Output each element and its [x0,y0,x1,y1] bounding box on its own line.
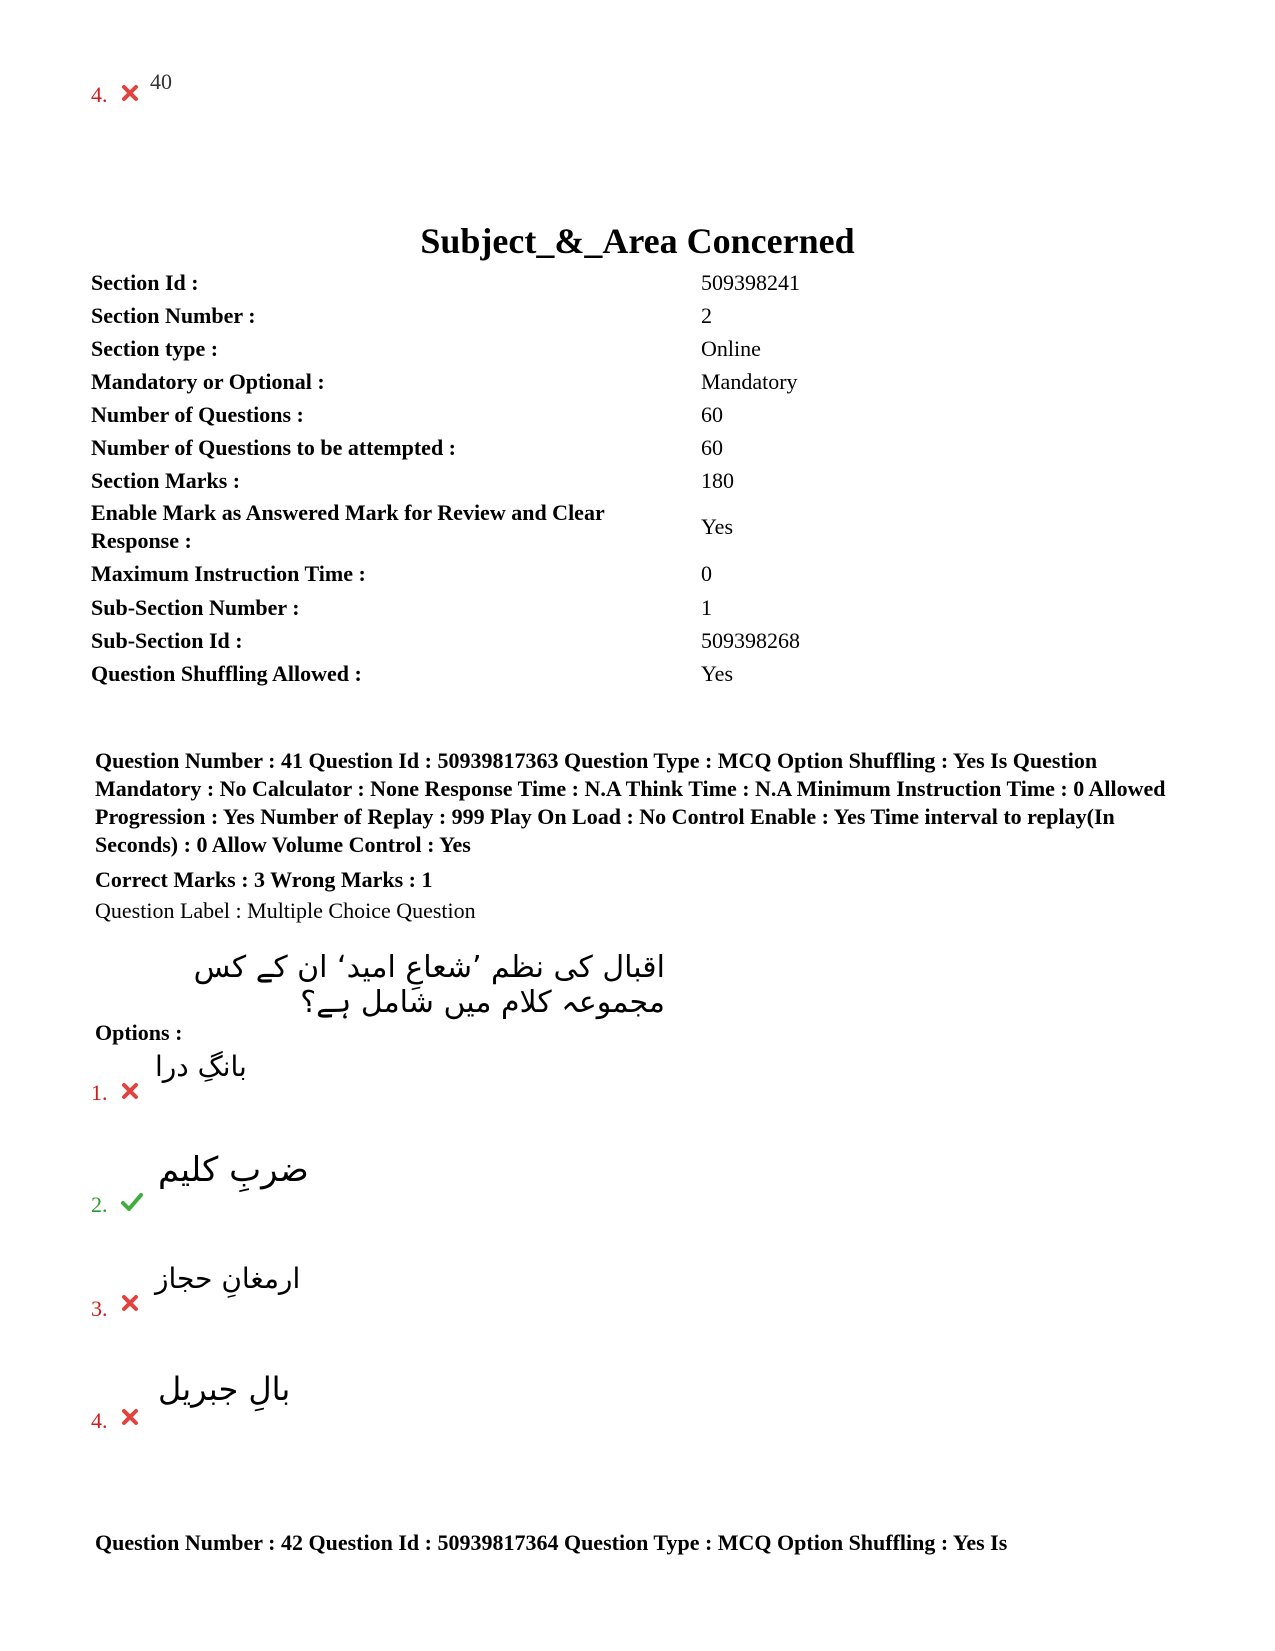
option-text: ارمغانِ حجاز [155,1262,301,1295]
section-row [91,398,1181,431]
section-row [91,591,1181,624]
option-value: 40 [150,69,172,94]
option-number: 2. [91,1192,108,1217]
section-row [91,464,1181,497]
section-row-label: Number of Questions to be attempted : [91,434,457,460]
section-row-value: 509398268 [701,627,800,653]
section-row-label: Sub-Section Number : [91,594,300,620]
section-row-value: Online [701,335,761,361]
option-text: بانگِ درا [155,1050,247,1083]
option-text: بالِ جبریل [158,1370,291,1408]
section-row-label: Sub-Section Id : [91,627,243,653]
section-row-value: 0 [701,561,712,586]
section-row-value: 180 [701,467,734,493]
next-question-meta: Question Number : 42 Question Id : 50939817364 Question Type : MCQ Option Shuffling : Yes Is [95,1530,1008,1555]
section-row-label: Section type : [91,335,219,361]
section-row-label: Section Number : [91,302,256,328]
option-number: 4. [91,1408,108,1433]
section-row [91,557,1181,591]
section-row-label: Question Shuffling Allowed : [91,660,362,686]
section-row-value: 509398241 [701,269,800,295]
question-marks: Correct Marks : 3 Wrong Marks : 1 [95,867,433,892]
section-row-value: Yes [701,660,734,686]
section-row [91,266,1181,299]
prev-option-4 [91,84,108,107]
section-row [91,365,1181,398]
cross-icon [121,1294,139,1312]
options-heading: Options : [95,1020,183,1045]
section-row [91,299,1181,332]
section-row-label: Mandatory or Optional : [91,368,325,394]
section-row-value: 60 [701,401,723,427]
section-row [91,624,1181,657]
question-meta: Question Number : 41 Question Id : 50939817363 Question Type : MCQ Option Shuffling : Yes Is Question Mandatory : No Calculator : None Response Time : N.A Think Time : N.A Minimum Instruction Time : 0 Allowed Progression : Yes Number of Replay : 999 Play On Load : No Control Enable : Yes Time interval to replay(In Seconds) : 0 Allow Volume Control : Yes [95,748,1166,857]
section-row-label: Number of Questions : [91,401,304,427]
section-row-value: Mandatory [701,368,798,394]
question-text-urdu: اقبال کی نظم ’شعاعِ امید‘ ان کے کس مجموعہ کلام میں شامل ہے؟ [193,950,665,1020]
section-row-label: Enable Mark as Answered Mark for Review and Clear Response : [91,500,605,553]
cross-icon [121,1408,139,1426]
option-number: 4. [91,82,108,107]
option-number: 1. [91,1080,108,1105]
section-row [91,657,1181,690]
cross-icon [121,1082,139,1100]
section-info-table [91,266,1181,690]
section-row-value: 1 [701,594,712,620]
section-row-value: Yes [701,514,734,539]
question-text [105,950,665,1020]
option-number: 3. [91,1296,108,1321]
check-icon [121,1192,143,1212]
section-row-label: Maximum Instruction Time : [91,561,366,586]
section-row [91,497,1181,557]
section-row-label: Section Marks : [91,467,241,493]
question-label: Question Label : Multiple Choice Question [95,898,476,923]
section-row [91,431,1181,464]
section-row [91,332,1181,365]
section-row-value: 60 [701,434,723,460]
section-row-label: Section Id : [91,269,199,295]
section-title: Subject_&_Area Concerned [420,221,855,261]
option-text: ضربِ کلیم [158,1150,309,1190]
section-row-value: 2 [701,302,712,328]
cross-icon [121,84,139,102]
